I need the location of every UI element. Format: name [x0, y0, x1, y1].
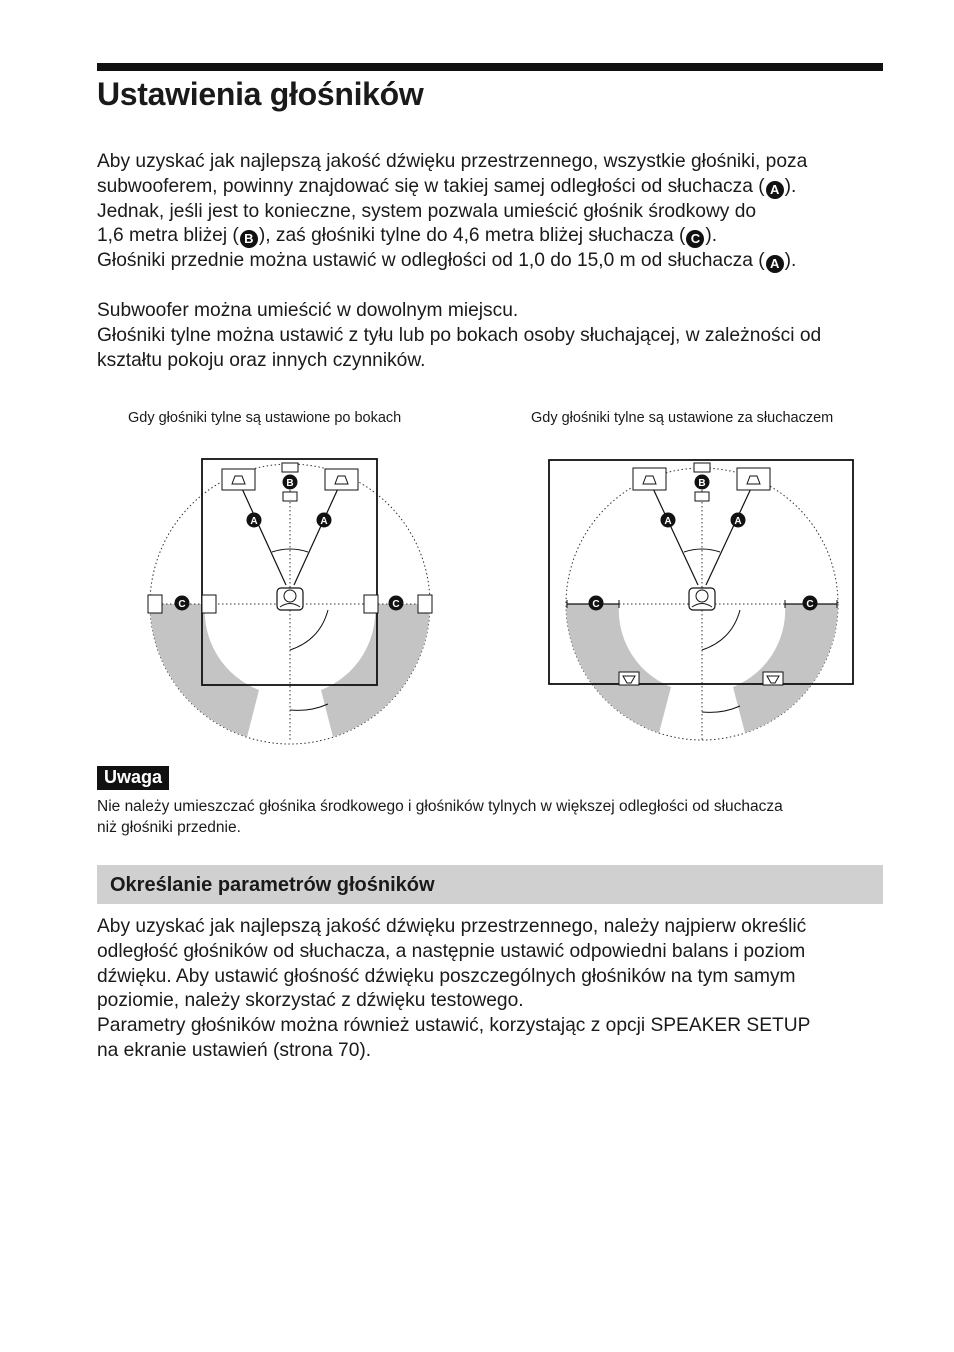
- intro-line-5-end: ).: [784, 250, 797, 272]
- note-line-2: niż głośniki przednie.: [97, 819, 241, 836]
- section-header: [97, 865, 883, 904]
- placement-line-1: Subwoofer można umieścić w dowolnym miejscu.: [97, 300, 519, 321]
- marker-c-icon: [389, 596, 404, 611]
- rear-angle-arc: [290, 704, 328, 710]
- svg-text:A: A: [320, 516, 328, 527]
- side-angle-arc: [290, 610, 328, 650]
- marker-a-badge: A: [766, 255, 784, 273]
- note-line-1: Nie należy umieszczać głośnika środkowego i głośników tylnych w większej odległości od słuchacza: [97, 798, 783, 815]
- front-right-speaker-icon: [737, 468, 770, 490]
- svg-text:A: A: [664, 516, 672, 527]
- svg-text:C: C: [392, 599, 400, 610]
- section-paragraph: [97, 915, 887, 1064]
- front-right-speaker-icon: [325, 469, 358, 490]
- note-text: [97, 796, 887, 838]
- marker-b-badge: B: [240, 230, 258, 248]
- intro-line-4-end: ).: [705, 225, 718, 247]
- right-speaker-diagram: [547, 440, 857, 745]
- note-label: Uwaga: [97, 766, 169, 790]
- intro-line-5-text: Głośniki przednie można ustawić w odległości od 1,0 do 15,0 m od słuchacza (: [97, 250, 765, 272]
- side-angle-arc: [702, 610, 740, 650]
- intro-line-1: Aby uzyskać jak najlepszą jakość dźwięku przestrzennego, wszystkie głośniki, poza: [97, 151, 808, 172]
- marker-c-icon: [589, 596, 604, 611]
- front-right-line: [294, 482, 341, 585]
- intro-line-4-mid: ), zaś głośniki tylne do 4,6 metra bliżej słuchacza (: [258, 225, 686, 247]
- rear-right-speaker-icon: [763, 672, 783, 685]
- section-line-5: Parametry głośników można również ustawić, korzystając z opcji SPEAKER SETUP: [97, 1015, 811, 1037]
- left-speaker-diagram: [140, 440, 440, 745]
- intro-line-4-text: 1,6 metra bliżej (: [97, 225, 239, 247]
- marker-a-icon: [661, 513, 676, 528]
- listener-icon: [689, 588, 715, 610]
- title-rule: [97, 63, 883, 71]
- svg-text:C: C: [178, 599, 186, 610]
- svg-text:C: C: [592, 599, 600, 610]
- front-left-line: [239, 482, 286, 585]
- placement-paragraph: [97, 299, 887, 373]
- marker-a-icon: [731, 513, 746, 528]
- marker-a-icon: [247, 513, 262, 528]
- rear-zone-right: [733, 604, 838, 733]
- left-diagram-title: Gdy głośniki tylne są ustawione po bokach: [128, 410, 402, 426]
- intro-line-4: [97, 224, 887, 249]
- rear-left-speaker-icon: [619, 672, 639, 685]
- section-line-6: na ekranie ustawień (strona 70).: [97, 1039, 372, 1061]
- marker-b-icon: [283, 475, 298, 490]
- svg-text:A: A: [734, 516, 742, 527]
- intro-line-2-text: subwooferem, powinny znajdować się w takiej samej odległości od słuchacza (: [97, 175, 765, 197]
- page-title: Ustawienia głośników: [97, 76, 424, 112]
- intro-line-2: [97, 175, 887, 200]
- svg-text:C: C: [806, 599, 814, 610]
- listener-icon: [277, 588, 303, 610]
- marker-c-badge: C: [686, 230, 704, 248]
- placement-line-2: Głośniki tylne można ustawić z tyłu lub po bokach osoby słuchającej, w zależności od: [97, 324, 822, 346]
- intro-line-3: Jednak, jeśli jest to konieczne, system pozwala umieścić głośnik środkowy do: [97, 200, 757, 222]
- section-line-3: dźwięku. Aby ustawić głośność dźwięku poszczególnych głośników na tym samym: [97, 965, 796, 987]
- marker-b-icon: [695, 475, 710, 490]
- marker-c-icon: [175, 596, 190, 611]
- marker-a-icon: [317, 513, 332, 528]
- rear-angle-arc: [702, 706, 740, 712]
- front-right-line: [706, 482, 754, 585]
- intro-line-2-end: ).: [784, 175, 797, 197]
- svg-text:B: B: [286, 478, 294, 489]
- front-left-speaker-icon: [633, 468, 666, 490]
- marker-c-icon: [803, 596, 818, 611]
- front-left-line: [650, 482, 698, 585]
- placement-line-3: kształtu pokoju oraz innych czynników.: [97, 349, 426, 371]
- intro-line-5: [97, 249, 887, 274]
- right-diagram-title: Gdy głośniki tylne są ustawione za słuchaczem: [531, 410, 834, 426]
- svg-text:A: A: [250, 516, 258, 527]
- rear-zone-left: [150, 604, 259, 737]
- intro-paragraph: [97, 150, 887, 274]
- section-line-4: poziomie, należy skorzystać z dźwięku testowego.: [97, 990, 524, 1012]
- section-line-2: odległość głośników od słuchacza, a następnie ustawić odpowiedni balans i poziom: [97, 940, 806, 962]
- front-left-speaker-icon: [222, 469, 255, 490]
- section-line-1: Aby uzyskać jak najlepszą jakość dźwięku przestrzennego, należy najpierw określić: [97, 916, 807, 937]
- marker-a-badge: A: [766, 181, 784, 199]
- svg-text:B: B: [698, 478, 706, 489]
- section-heading: Określanie parametrów głośników: [110, 874, 435, 896]
